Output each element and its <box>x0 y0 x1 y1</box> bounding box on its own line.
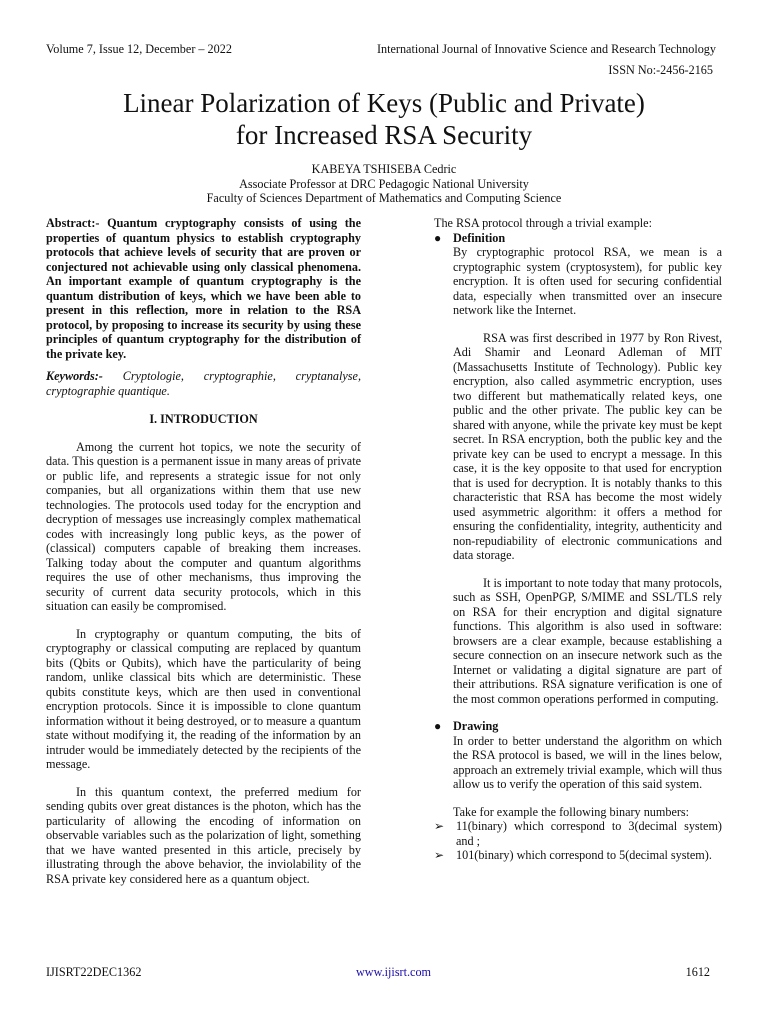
example-item-2-text: 101(binary) which correspond to 5(decimal system). <box>456 848 712 862</box>
header-volume: Volume 7, Issue 12, December – 2022 <box>46 42 232 56</box>
rsa-intro: The RSA protocol through a trivial example: <box>434 216 652 230</box>
rsa-paragraph-1: RSA was first described in 1977 by Ron Rivest, Adi Shamir and Leonard Adleman of MIT (Massachusetts Institute of Technology). Public key encryption, also called asymmetric encryption, uses two different but mathematically related keys, one public and the other private. The public key can be shared with anyone, while the private key must be kept secret. In RSA encryption, both the public key and the private key can be used to encrypt a message. In this case, it is the key opposite to that used for encryption that is used for decryption. It is notably thanks to this characteristic that RSA has become the most widely used asymmetric algorithm: it offers a method for ensuring the confidentiality, integrity, authenticity and non-repudiability of electronic communications and data storage. <box>453 330 722 562</box>
intro-paragraph-2: In cryptography or quantum computing, the bits of cryptography or classical computing are replaced by quantum bits (Qbits or Qubits), which have the particularity of being random, unlike classical bits which are deterministic. These qubits constitute keys, which are then used in conventional encryption protocols. Since it is impossible to clone quantum information without it being destroyed, or to measure a quantum state without modifying it, the reading of the information by an intruder would be immediately detected by the recipients of the message. <box>46 626 361 771</box>
footer-url[interactable]: www.ijisrt.com <box>356 965 432 979</box>
left-column <box>46 216 361 886</box>
example-item-2 <box>434 848 722 863</box>
definition-title: Definition <box>453 230 506 245</box>
author-faculty: Faculty of Sciences Department of Mathematics and Computing Science <box>206 191 562 205</box>
definition-text: By cryptographic protocol RSA, we mean is a cryptographic system (cryptosystem), for public key encryption. It is often used for securing confidential data, especially when transmitted over an insecure network like the Internet. <box>453 245 722 317</box>
rsa-paragraph-2: It is important to note today that many protocols, such as SSH, OpenPGP, S/MIME and SSL/TLS rely on RSA for their encryption and digital signature functions. This algorithm is also used in software: browsers are a clear example, because establishing a secure connection on an insecure network such as the Internet or validating a digital signature are part of their attributions. RSA signature verification is one of the most common operations performed in computing. <box>453 575 722 706</box>
title-line-2: for Increased RSA Security <box>235 120 533 150</box>
footer-code: IJISRT22DEC1362 <box>46 965 142 979</box>
author-name: KABEYA TSHISEBA Cedric <box>311 162 457 176</box>
example-item-1-text: 11(binary) which correspond to 3(decimal system) and ; <box>456 819 722 848</box>
drawing-text: In order to better understand the algorithm on which the RSA protocol is based, we will in the lines below, approach an extremely trivial example, which will thus allow us to verify the operation of this said system. <box>453 733 722 791</box>
keywords-label: Keywords:- <box>46 369 103 383</box>
title-line-1: Linear Polarization of Keys (Public and Private) <box>123 88 645 118</box>
header-journal: International Journal of Innovative Science and Research Technology <box>376 42 716 56</box>
abstract: Abstract:- Quantum cryptography consists of using the properties of quantum physics to establish cryptography protocols that achieve levels of security that are proven or conjectured not achievable using only classical phenomena. An important example of quantum cryptography is the quantum distribution of keys, which we have been able to present in this reflection, more in relation to the RSA protocol, by proposing to increase its security by using these principles of quantum cryptography for the distribution of the private key. <box>46 216 361 361</box>
bullet-icon: ● <box>434 719 442 733</box>
author-position: Associate Professor at DRC Pedagogic National University <box>239 176 529 191</box>
drawing-bullet <box>434 719 722 734</box>
drawing-title: Drawing <box>453 719 499 733</box>
footer-page-number: 1612 <box>685 965 710 979</box>
keywords <box>46 369 361 398</box>
author-block <box>40 162 728 206</box>
bullet-icon: ● <box>434 230 442 245</box>
intro-paragraph-1: Among the current hot topics, we note the security of data. This question is a permanent issue in many areas of private or public life, and represents a strategic issue for not only companies, but all organizations within them that use new technologies. The protocols used today for the encryption and decryption of messages use increasingly complex mathematical codes with increasingly long public keys, as the power of (classical) computers capable of breaking them increases. Talking today about the computer and quantum algorithms requires the use of other mechanisms, thus improving the security of current data security protocols, which in this situation can easily be compromised. <box>46 439 361 613</box>
definition-bullet <box>434 231 722 246</box>
header-issn: ISSN No:-2456-2165 <box>608 63 713 77</box>
arrow-bullet-icon: ➢ <box>434 848 445 862</box>
arrow-bullet-icon: ➢ <box>434 819 445 833</box>
paper-title <box>40 87 728 151</box>
example-item-1 <box>434 819 722 848</box>
section-heading-introduction: I. INTRODUCTION <box>149 412 258 426</box>
intro-paragraph-3: In this quantum context, the preferred medium for sending qubits over great distances is the photon, which has the particularity of allowing the encoding of information on observable variables such as the polarization of light, something that we have wanted presented in this article, precisely by illustrating through the above behavior, the inviolability of the RSA private key considered here as a quantum object. <box>46 784 361 886</box>
right-column <box>434 216 722 863</box>
keywords-text: Cryptologie, cryptographie, cryptanalyse, cryptographie quantique. <box>46 369 361 398</box>
example-intro: Take for example the following binary numbers: <box>453 804 690 819</box>
